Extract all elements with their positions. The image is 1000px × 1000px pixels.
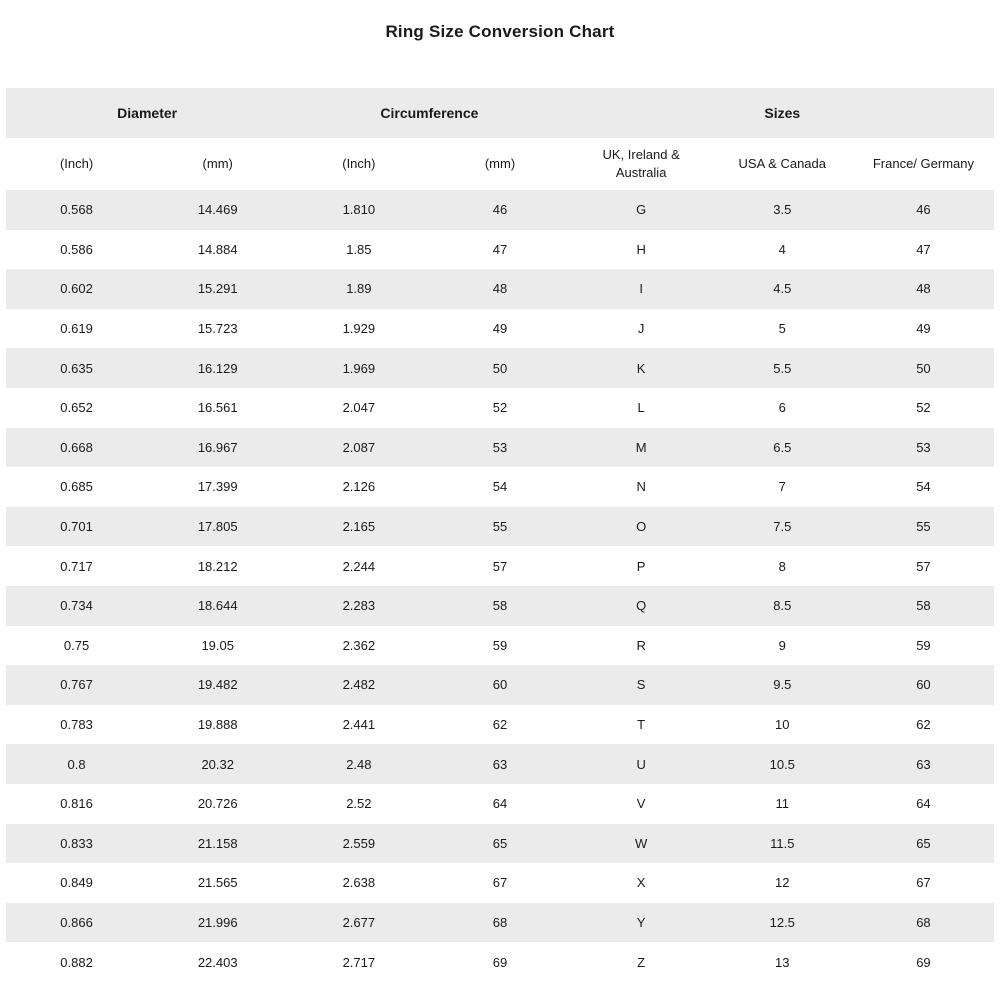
table-cell: 18.644 bbox=[197, 598, 238, 614]
table-cell: 0.866 bbox=[60, 914, 93, 930]
table-cell: 69 bbox=[492, 954, 508, 970]
table-cell: 5 bbox=[778, 321, 786, 337]
column-header-diameter-inch: (Inch) bbox=[6, 138, 147, 190]
table-cell: 0.685 bbox=[60, 479, 93, 495]
table-cell: 64 bbox=[492, 796, 508, 812]
table-cell: 11 bbox=[775, 796, 790, 812]
table-cell: 0.602 bbox=[60, 281, 93, 297]
table-cell: 2.283 bbox=[342, 598, 376, 614]
table-cell: 52 bbox=[916, 400, 931, 416]
table-cell: 57 bbox=[916, 558, 931, 574]
table-cell: 0.586 bbox=[60, 241, 93, 257]
table-body bbox=[6, 190, 994, 982]
table-cell: 2.441 bbox=[342, 717, 376, 733]
table-cell: K bbox=[636, 360, 646, 376]
table-cell: 63 bbox=[916, 756, 931, 772]
table-row bbox=[6, 269, 994, 309]
table-cell: 48 bbox=[492, 281, 508, 297]
table-cell: 11.5 bbox=[770, 835, 795, 851]
table-cell: 4.5 bbox=[773, 281, 792, 297]
table-cell: 2.717 bbox=[342, 954, 376, 970]
page-title: Ring Size Conversion Chart bbox=[385, 22, 615, 41]
table-cell: 55 bbox=[492, 519, 508, 535]
table-cell: 49 bbox=[916, 321, 931, 337]
table-row bbox=[6, 190, 994, 230]
ring-size-conversion-table bbox=[6, 88, 994, 982]
table-cell: 0.75 bbox=[63, 637, 90, 653]
table-cell: 65 bbox=[916, 835, 931, 851]
table-cell: 48 bbox=[916, 281, 931, 297]
table-cell: 54 bbox=[492, 479, 508, 495]
table-cell: 58 bbox=[916, 598, 931, 614]
table-cell: 15.291 bbox=[197, 281, 238, 297]
table-row bbox=[6, 705, 994, 745]
table-cell: 0.783 bbox=[60, 717, 93, 733]
table-cell: 0.635 bbox=[60, 360, 93, 376]
table-cell: 15.723 bbox=[197, 321, 238, 337]
table-cell: 47 bbox=[916, 241, 931, 257]
table-cell: 47 bbox=[492, 241, 508, 257]
column-header-row bbox=[6, 138, 994, 190]
table-cell: 53 bbox=[916, 439, 931, 455]
table-cell: 19.482 bbox=[197, 677, 238, 693]
table-cell: 2.559 bbox=[342, 835, 376, 851]
table-cell: 0.568 bbox=[60, 202, 93, 218]
table-cell: 0.882 bbox=[60, 954, 93, 970]
table-cell: 62 bbox=[492, 717, 508, 733]
table-cell: 2.482 bbox=[342, 677, 376, 693]
table-cell: M bbox=[635, 439, 647, 455]
table-cell: 1.810 bbox=[342, 202, 376, 218]
table-cell: 2.638 bbox=[342, 875, 376, 891]
table-cell: 68 bbox=[916, 914, 931, 930]
table-row bbox=[6, 348, 994, 388]
table-cell: 69 bbox=[916, 954, 931, 970]
table-cell: 60 bbox=[492, 677, 508, 693]
table-cell: 2.52 bbox=[346, 796, 372, 812]
table-cell: 0.816 bbox=[60, 796, 93, 812]
table-cell: 59 bbox=[492, 637, 508, 653]
table-cell: 9.5 bbox=[773, 677, 792, 693]
table-cell: 57 bbox=[492, 558, 508, 574]
table-cell: 46 bbox=[492, 202, 508, 218]
table-row bbox=[6, 309, 994, 349]
group-header-sizes: Sizes bbox=[571, 88, 994, 138]
table-row bbox=[6, 626, 994, 666]
table-cell: 17.805 bbox=[197, 519, 238, 535]
table-cell: 21.565 bbox=[197, 875, 238, 891]
table-cell: 18.212 bbox=[197, 558, 238, 574]
table-cell: 52 bbox=[492, 400, 508, 416]
table-cell: G bbox=[636, 202, 647, 218]
table-cell: 2.677 bbox=[342, 914, 376, 930]
table-cell: 13 bbox=[775, 954, 790, 970]
table-cell: U bbox=[636, 756, 646, 772]
table-cell: 19.888 bbox=[197, 717, 238, 733]
table-cell: 59 bbox=[916, 637, 931, 653]
table-row bbox=[6, 744, 994, 784]
title-block bbox=[0, 0, 1000, 88]
table-cell: 3.5 bbox=[773, 202, 792, 218]
table-cell: 16.129 bbox=[197, 360, 238, 376]
table-cell: 1.929 bbox=[342, 321, 376, 337]
table-cell: P bbox=[636, 558, 646, 574]
table-cell: O bbox=[636, 519, 647, 535]
table-cell: 0.849 bbox=[60, 875, 93, 891]
table-cell: 1.969 bbox=[342, 360, 376, 376]
table-cell: 64 bbox=[916, 796, 931, 812]
table-cell: 62 bbox=[916, 717, 931, 733]
table-cell: 10 bbox=[775, 717, 790, 733]
table-cell: N bbox=[636, 479, 646, 495]
table-cell: 63 bbox=[492, 756, 508, 772]
table-cell: 10.5 bbox=[769, 756, 795, 772]
table-cell: 0.717 bbox=[60, 558, 93, 574]
group-header-diameter: Diameter bbox=[6, 88, 288, 138]
table-row bbox=[6, 903, 994, 943]
table-cell: 14.469 bbox=[197, 202, 238, 218]
table-cell: 16.561 bbox=[197, 400, 238, 416]
table-cell: 58 bbox=[492, 598, 508, 614]
table-row bbox=[6, 507, 994, 547]
table-cell: Z bbox=[637, 954, 646, 970]
table-cell: 68 bbox=[492, 914, 508, 930]
table-row bbox=[6, 665, 994, 705]
table-cell: R bbox=[636, 637, 646, 653]
column-header-usa-canada: USA & Canada bbox=[712, 138, 853, 190]
table-row bbox=[6, 230, 994, 270]
table-cell: 21.996 bbox=[197, 914, 238, 930]
table-cell: 4 bbox=[778, 241, 786, 257]
table-cell: 53 bbox=[492, 439, 508, 455]
table-cell: 20.726 bbox=[197, 796, 238, 812]
column-header-france-germany: France/ Germany bbox=[853, 138, 994, 190]
column-header-uk-ireland-australia: UK, Ireland & Australia bbox=[571, 138, 712, 190]
table-cell: 5.5 bbox=[773, 360, 792, 376]
table-cell: 2.362 bbox=[342, 637, 376, 653]
column-header-circumference-mm: (mm) bbox=[429, 138, 570, 190]
table-cell: 0.701 bbox=[60, 519, 93, 535]
table-row bbox=[6, 586, 994, 626]
table-cell: 54 bbox=[916, 479, 931, 495]
table-cell: 67 bbox=[916, 875, 931, 891]
table-cell: 46 bbox=[916, 202, 931, 218]
table-cell: 1.89 bbox=[346, 281, 372, 297]
table-cell: 19.05 bbox=[201, 637, 234, 653]
table-row bbox=[6, 388, 994, 428]
table-cell: 49 bbox=[492, 321, 508, 337]
table-cell: 2.087 bbox=[342, 439, 376, 455]
table-cell: 0.833 bbox=[60, 835, 93, 851]
table-cell: 0.734 bbox=[60, 598, 93, 614]
table-cell: 21.158 bbox=[197, 835, 238, 851]
table-row bbox=[6, 546, 994, 586]
table-cell: 2.48 bbox=[346, 756, 372, 772]
table-cell: 0.652 bbox=[60, 400, 93, 416]
table-cell: 7.5 bbox=[773, 519, 792, 535]
table-cell: Q bbox=[636, 598, 647, 614]
table-cell: 50 bbox=[492, 360, 508, 376]
table-cell: T bbox=[637, 717, 646, 733]
table-cell: 55 bbox=[916, 519, 931, 535]
table-cell: I bbox=[639, 281, 643, 297]
table-cell: 6 bbox=[778, 400, 786, 416]
table-cell: 12.5 bbox=[769, 914, 795, 930]
table-cell: 6.5 bbox=[773, 439, 792, 455]
table-cell: 2.126 bbox=[342, 479, 376, 495]
table-cell: J bbox=[637, 321, 645, 337]
table-row bbox=[6, 863, 994, 903]
table-cell: L bbox=[637, 400, 645, 416]
table-cell: 65 bbox=[492, 835, 508, 851]
table-cell: 9 bbox=[778, 637, 786, 653]
table-cell: 0.668 bbox=[60, 439, 93, 455]
group-header-circumference: Circumference bbox=[288, 88, 570, 138]
table-cell: Y bbox=[636, 914, 646, 930]
table-cell: 0.619 bbox=[60, 321, 93, 337]
table-row bbox=[6, 467, 994, 507]
table-cell: 0.8 bbox=[67, 756, 86, 772]
table-row bbox=[6, 428, 994, 468]
table-cell: 7 bbox=[778, 479, 786, 495]
table-cell: 0.767 bbox=[60, 677, 93, 693]
column-header-diameter-mm: (mm) bbox=[147, 138, 288, 190]
table-cell: 8 bbox=[778, 558, 786, 574]
group-header-row bbox=[6, 88, 994, 138]
table-row bbox=[6, 784, 994, 824]
table-cell: 22.403 bbox=[197, 954, 238, 970]
table-cell: 2.047 bbox=[342, 400, 376, 416]
table-cell: 14.884 bbox=[197, 241, 238, 257]
table-cell: H bbox=[636, 241, 646, 257]
table-cell: 67 bbox=[492, 875, 508, 891]
table-cell: V bbox=[636, 796, 646, 812]
column-header-circumference-inch: (Inch) bbox=[288, 138, 429, 190]
table-cell: 50 bbox=[916, 360, 931, 376]
table-row bbox=[6, 824, 994, 864]
table-cell: 17.399 bbox=[197, 479, 238, 495]
table-cell: 1.85 bbox=[346, 241, 372, 257]
table-row bbox=[6, 942, 994, 982]
table-cell: 2.244 bbox=[342, 558, 376, 574]
table-cell: X bbox=[636, 875, 646, 891]
table-cell: 12 bbox=[775, 875, 790, 891]
table-cell: S bbox=[636, 677, 646, 693]
table-cell: 2.165 bbox=[342, 519, 376, 535]
table-cell: 20.32 bbox=[201, 756, 234, 772]
table-cell: 16.967 bbox=[197, 439, 238, 455]
table-cell: 60 bbox=[916, 677, 931, 693]
table-cell: 8.5 bbox=[773, 598, 792, 614]
table-cell: W bbox=[634, 835, 648, 851]
